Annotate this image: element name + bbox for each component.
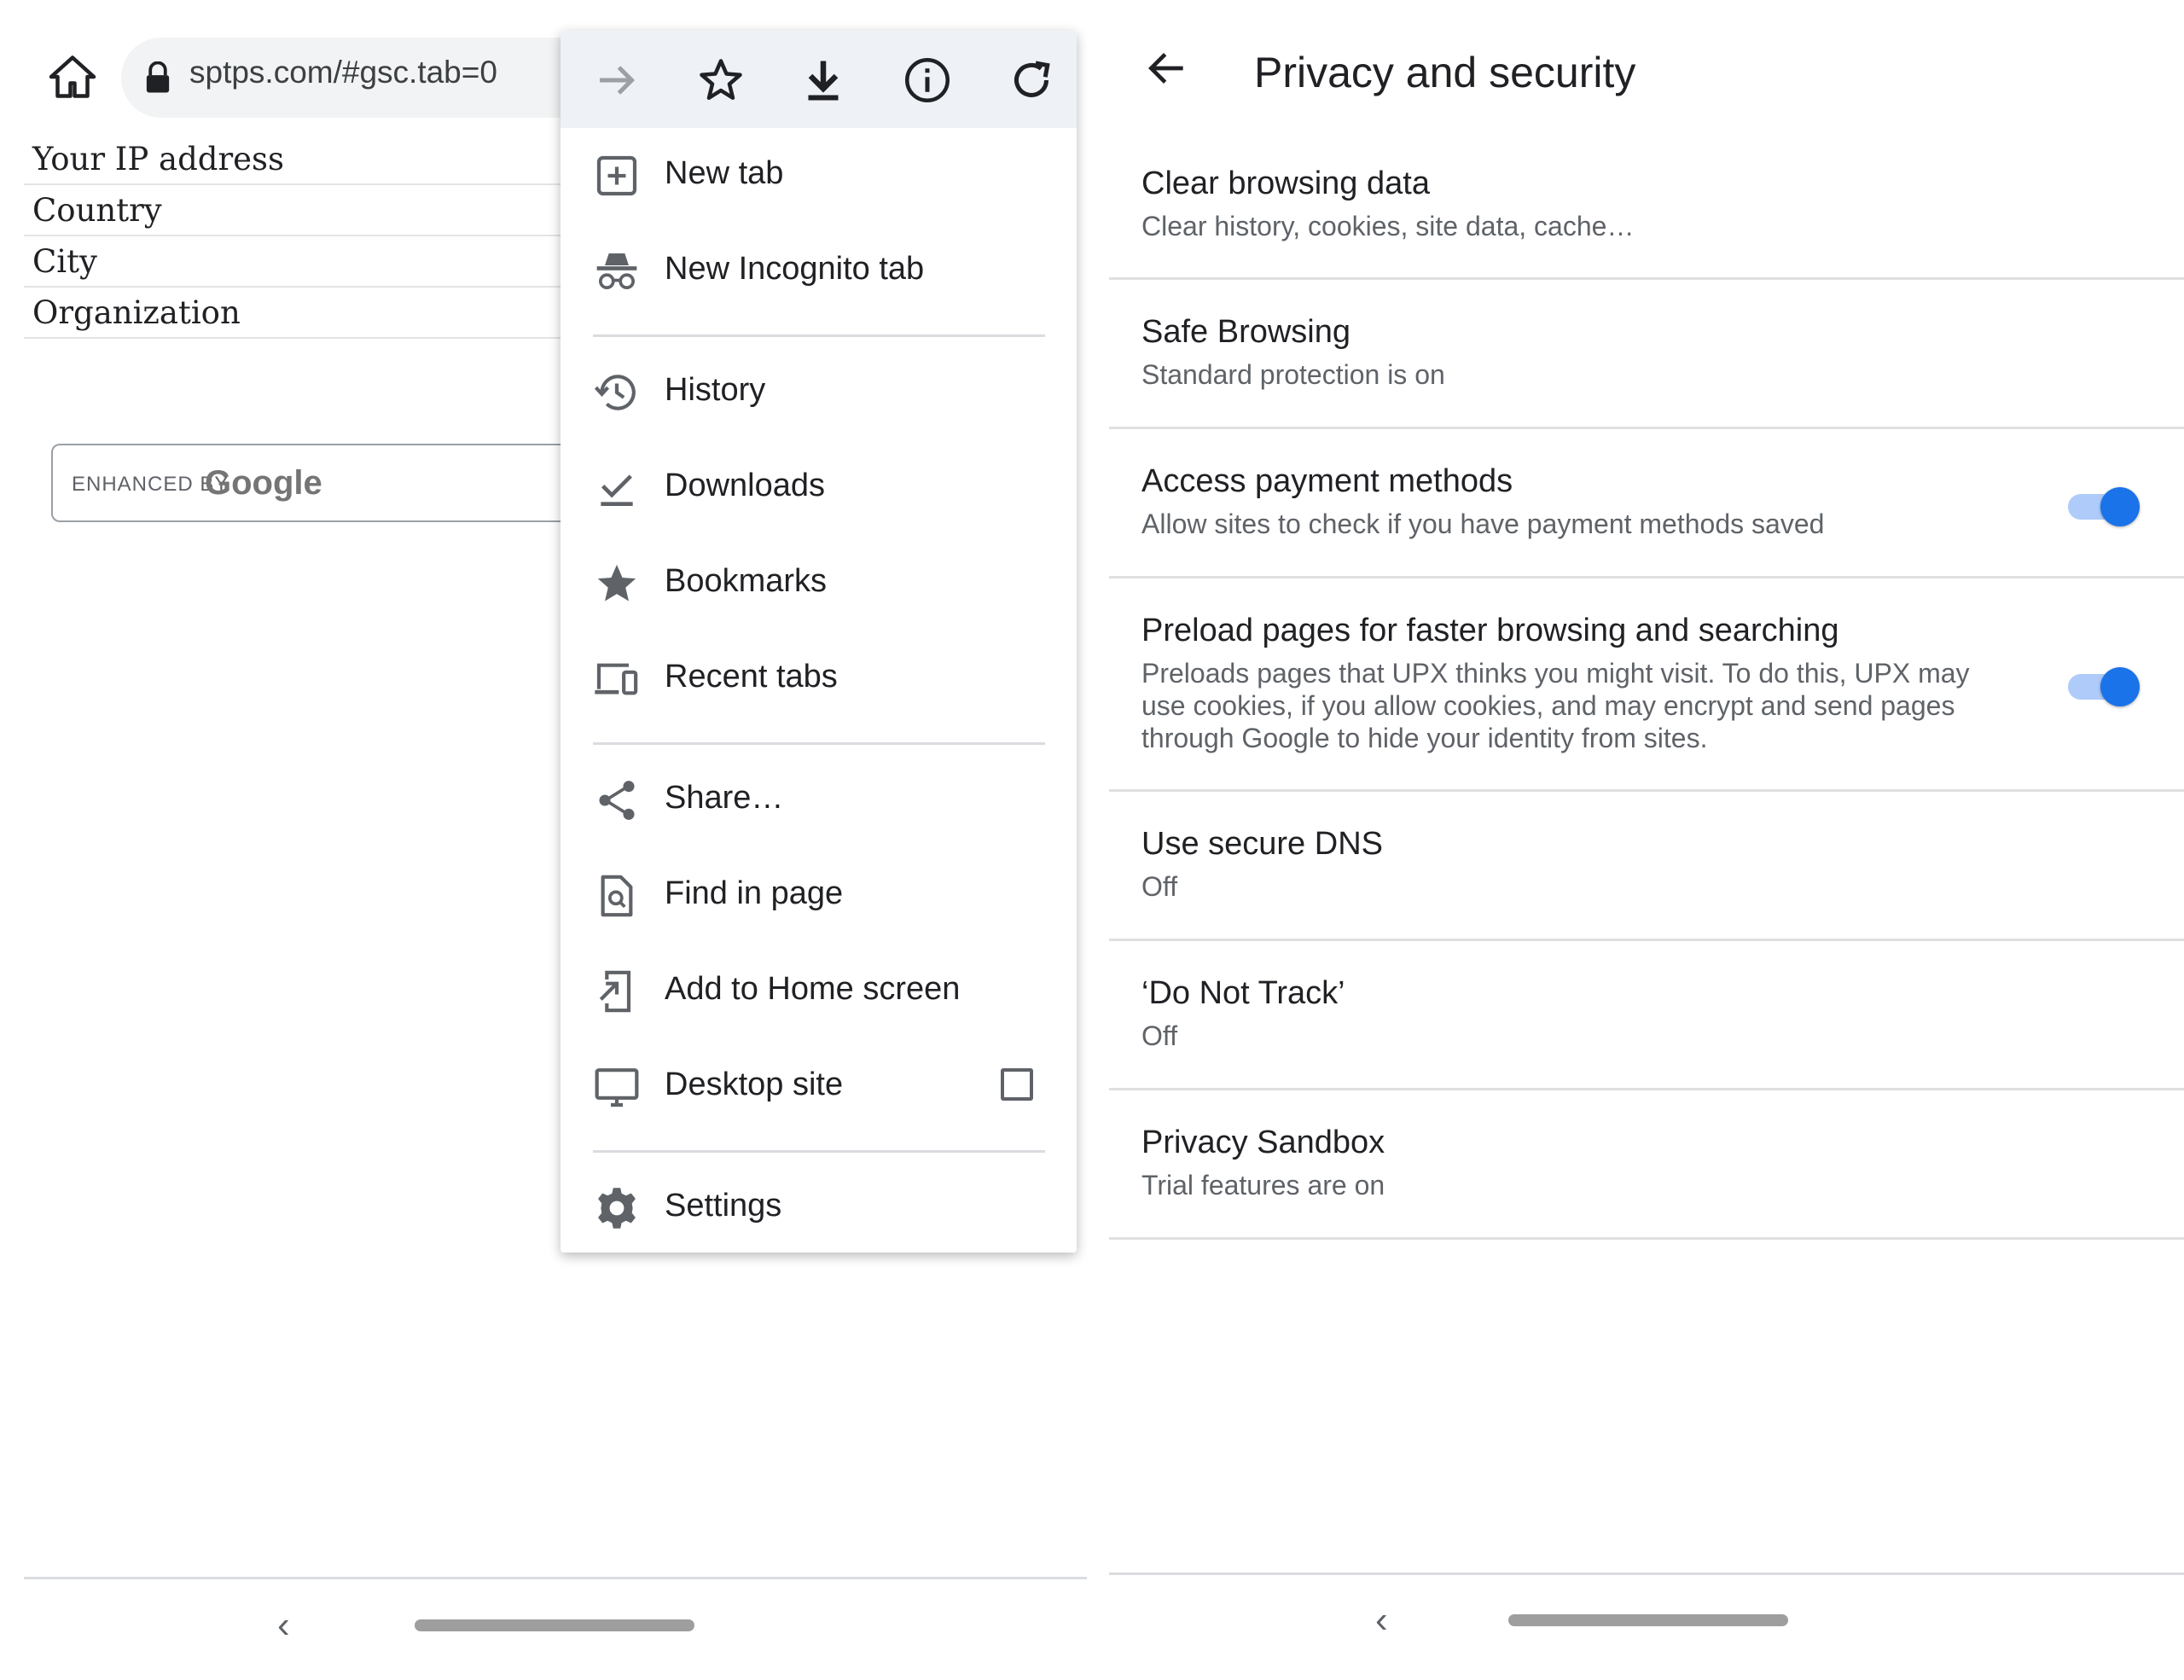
info-row-country: Country (24, 185, 570, 236)
menu-item-settings[interactable] (561, 1160, 1077, 1256)
find-in-page-icon (593, 872, 641, 920)
toggle-thumb (2100, 487, 2140, 526)
ip-info-table (24, 134, 570, 339)
enhanced-by-label: ENHANCED BY (72, 473, 229, 496)
menu-divider (593, 334, 1045, 337)
menu-divider (593, 1150, 1045, 1153)
setting-title: Privacy Sandbox (1141, 1125, 1385, 1160)
home-icon[interactable] (47, 51, 98, 102)
setting-title: Access payment methods (1141, 463, 1513, 499)
menu-divider (593, 742, 1045, 745)
payment-methods-toggle[interactable] (2068, 489, 2136, 523)
nav-back-icon[interactable]: ‹ (277, 1604, 290, 1646)
google-logo: Google (205, 464, 322, 502)
bookmarks-icon (593, 560, 641, 607)
back-arrow-icon[interactable] (1143, 44, 1191, 92)
forward-icon[interactable] (591, 55, 642, 106)
setting-subtitle: Clear history, cookies, site data, cache… (1141, 211, 1635, 241)
star-icon[interactable] (695, 55, 746, 106)
menu-item-label: Bookmarks (665, 563, 828, 599)
menu-item-label: Share… (665, 780, 784, 816)
toggle-thumb (2100, 667, 2140, 706)
desktop-icon (593, 1063, 641, 1111)
download-icon[interactable] (798, 55, 849, 106)
menu-item-bookmarks[interactable] (561, 536, 1077, 631)
menu-item-desktop-site[interactable] (561, 1039, 1077, 1135)
home-gesture-pill[interactable] (415, 1619, 694, 1631)
menu-item-label: Downloads (665, 468, 825, 503)
menu-item-label: Find in page (665, 875, 844, 911)
setting-subtitle: Standard protection is on (1141, 359, 1445, 390)
menu-item-label: History (665, 372, 766, 408)
setting-title: Preload pages for faster browsing and searching (1141, 613, 1839, 648)
menu-item-label: New tab (665, 155, 784, 191)
google-search-box[interactable] (51, 444, 597, 522)
menu-item-find-in-page[interactable] (561, 848, 1077, 944)
setting-use-secure-dns[interactable] (1109, 792, 2184, 941)
menu-item-label: Recent tabs (665, 659, 838, 695)
setting-privacy-sandbox[interactable] (1109, 1090, 2184, 1240)
setting-do-not-track[interactable] (1109, 941, 2184, 1090)
menu-item-history[interactable] (561, 345, 1077, 440)
menu-item-label: Add to Home screen (665, 971, 961, 1007)
nav-back-icon[interactable]: ‹ (1375, 1599, 1388, 1641)
setting-safe-browsing[interactable] (1109, 280, 2184, 429)
url-text[interactable]: sptps.com/#gsc.tab=0 (189, 55, 497, 90)
menu-item-label: Settings (665, 1188, 782, 1224)
setting-clear-browsing-data[interactable] (1109, 143, 2184, 280)
menu-item-recent-tabs[interactable] (561, 631, 1077, 727)
setting-title: Use secure DNS (1141, 826, 1383, 862)
desktop-site-checkbox[interactable] (1001, 1068, 1033, 1101)
setting-subtitle: Off (1141, 1020, 1178, 1051)
menu-item-new-tab[interactable] (561, 128, 1077, 224)
setting-subtitle: Trial features are on (1141, 1170, 1385, 1200)
add-to-home-icon (593, 968, 641, 1015)
setting-title: Safe Browsing (1141, 314, 1351, 350)
setting-title: ‘Do Not Track’ (1141, 975, 1345, 1011)
recent-tabs-icon (593, 655, 641, 703)
menu-toolbar (561, 31, 1077, 128)
menu-item-label: Desktop site (665, 1067, 844, 1102)
history-icon (593, 369, 641, 416)
new-tab-icon (593, 152, 641, 200)
incognito-icon (593, 247, 641, 295)
settings-panel (1109, 0, 2184, 1680)
info-row-ip: Your IP address (24, 134, 570, 185)
settings-icon (593, 1184, 641, 1232)
share-icon (593, 776, 641, 824)
setting-preload-pages[interactable] (1109, 578, 2184, 792)
setting-title: Clear browsing data (1141, 166, 1430, 201)
home-gesture-pill[interactable] (1508, 1614, 1788, 1626)
menu-item-downloads[interactable] (561, 440, 1077, 536)
setting-subtitle: Preloads pages that UPX thinks you might visit. To do this, UPX may use cookies, if you allow cookies, and may encrypt and send pages through Google to hide your identity from sites. (1141, 658, 1970, 753)
lock-icon (145, 61, 171, 94)
reload-icon[interactable] (1006, 55, 1057, 106)
setting-access-payment-methods[interactable] (1109, 429, 2184, 578)
setting-subtitle: Allow sites to check if you have payment methods saved (1141, 509, 1825, 539)
nav-divider (24, 1577, 1087, 1579)
menu-item-label: New Incognito tab (665, 251, 925, 287)
preload-pages-toggle[interactable] (2068, 669, 2136, 703)
menu-item-share[interactable] (561, 753, 1077, 848)
nav-divider (1109, 1572, 2184, 1575)
menu-item-add-to-home-screen[interactable] (561, 944, 1077, 1039)
overflow-menu (561, 31, 1077, 1253)
downloads-icon (593, 464, 641, 512)
info-row-city: City (24, 236, 570, 288)
setting-subtitle: Off (1141, 871, 1178, 902)
info-icon[interactable] (902, 55, 953, 106)
info-row-organization: Organization (24, 288, 570, 339)
menu-item-new-incognito-tab[interactable] (561, 224, 1077, 319)
page-title: Privacy and security (1254, 49, 1636, 96)
